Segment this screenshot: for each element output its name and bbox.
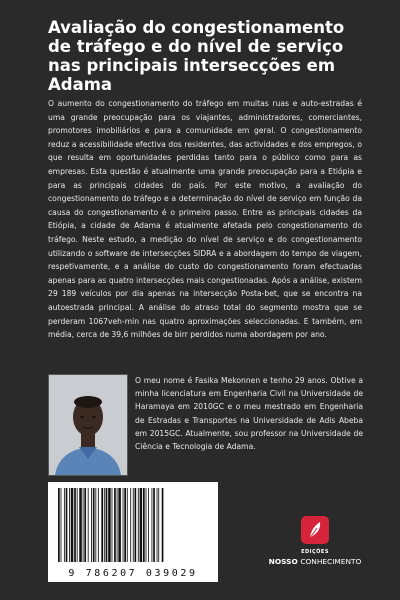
- isbn-number: 9 786207 039029: [68, 568, 198, 579]
- publisher-name-bold: NOSSO: [268, 557, 298, 566]
- book-description: O aumento do congestionamento do tráfego em muitas ruas e auto-estradas é uma grande preocupação para os viajantes, administradores, comerciantes, promotores imobiliários e para a comunidade em geral. O congestionamento reduz a acessibilidade efectiva dos residentes, das actividades e dos empregos, o que resulta em oportunidades perdidas tanto para o público como para as empresas. Esta questão é atualmente uma grande preocupação para a Etiópia e para as principais cidades do país. Por este motivo, a avaliação do congestionamento do tráfego e a determinação do nível de serviço em função da causa do congestionamento é o primeiro passo. Entre as principais cidades da Etiópia, a cidade de Adama é atualmente afetada pelo congestionamento do tráfego. Neste estudo, a medição do nível de serviço e do congestionamento utilizando o software de intersecções SIDRA e a abordagem do tempo de viagem, respetivamente, e a análise do custo do congestionamento foram efectuadas apenas para as quatro intersecções mais congestionadas. Após a análise, existem 29 189 veículos por dia apenas na intersecção Posta-bet, que se encontra na autoestrada principal. A análise do atraso total do segmento mostra que se perderam 1067veh-min nas quatro aproximações seleccionadas. E também, em média, cerca de 39,6 milhões de birr perdidos numa abordagem por ano.: [48, 99, 362, 340]
- publisher-name-light: CONHECIMENTO: [300, 557, 362, 566]
- author-photo: [48, 374, 128, 476]
- publisher-label: EDIÇÕES: [301, 549, 329, 555]
- isbn-barcode: [48, 482, 218, 582]
- book-title: Avaliação do congestionamento de tráfego e do nível de serviço nas principais intersecções em Adama: [48, 18, 345, 94]
- author-bio: O meu nome é Fasika Mekonnen e tenho 29 anos. Obtive a minha licenciatura em Engenharia Civil na Universidade de Haramaya em 2010GC e o meu mestrado em Engenharia de Estradas e Transportes na Universidade de Adis Abeba em 2015GC. Atualmente, sou professor na Universidade de Ciência e Tecnologia de Adama.: [135, 376, 363, 452]
- publisher-name: [260, 557, 370, 566]
- feather-icon: [301, 516, 329, 544]
- publisher-logo: [260, 516, 370, 576]
